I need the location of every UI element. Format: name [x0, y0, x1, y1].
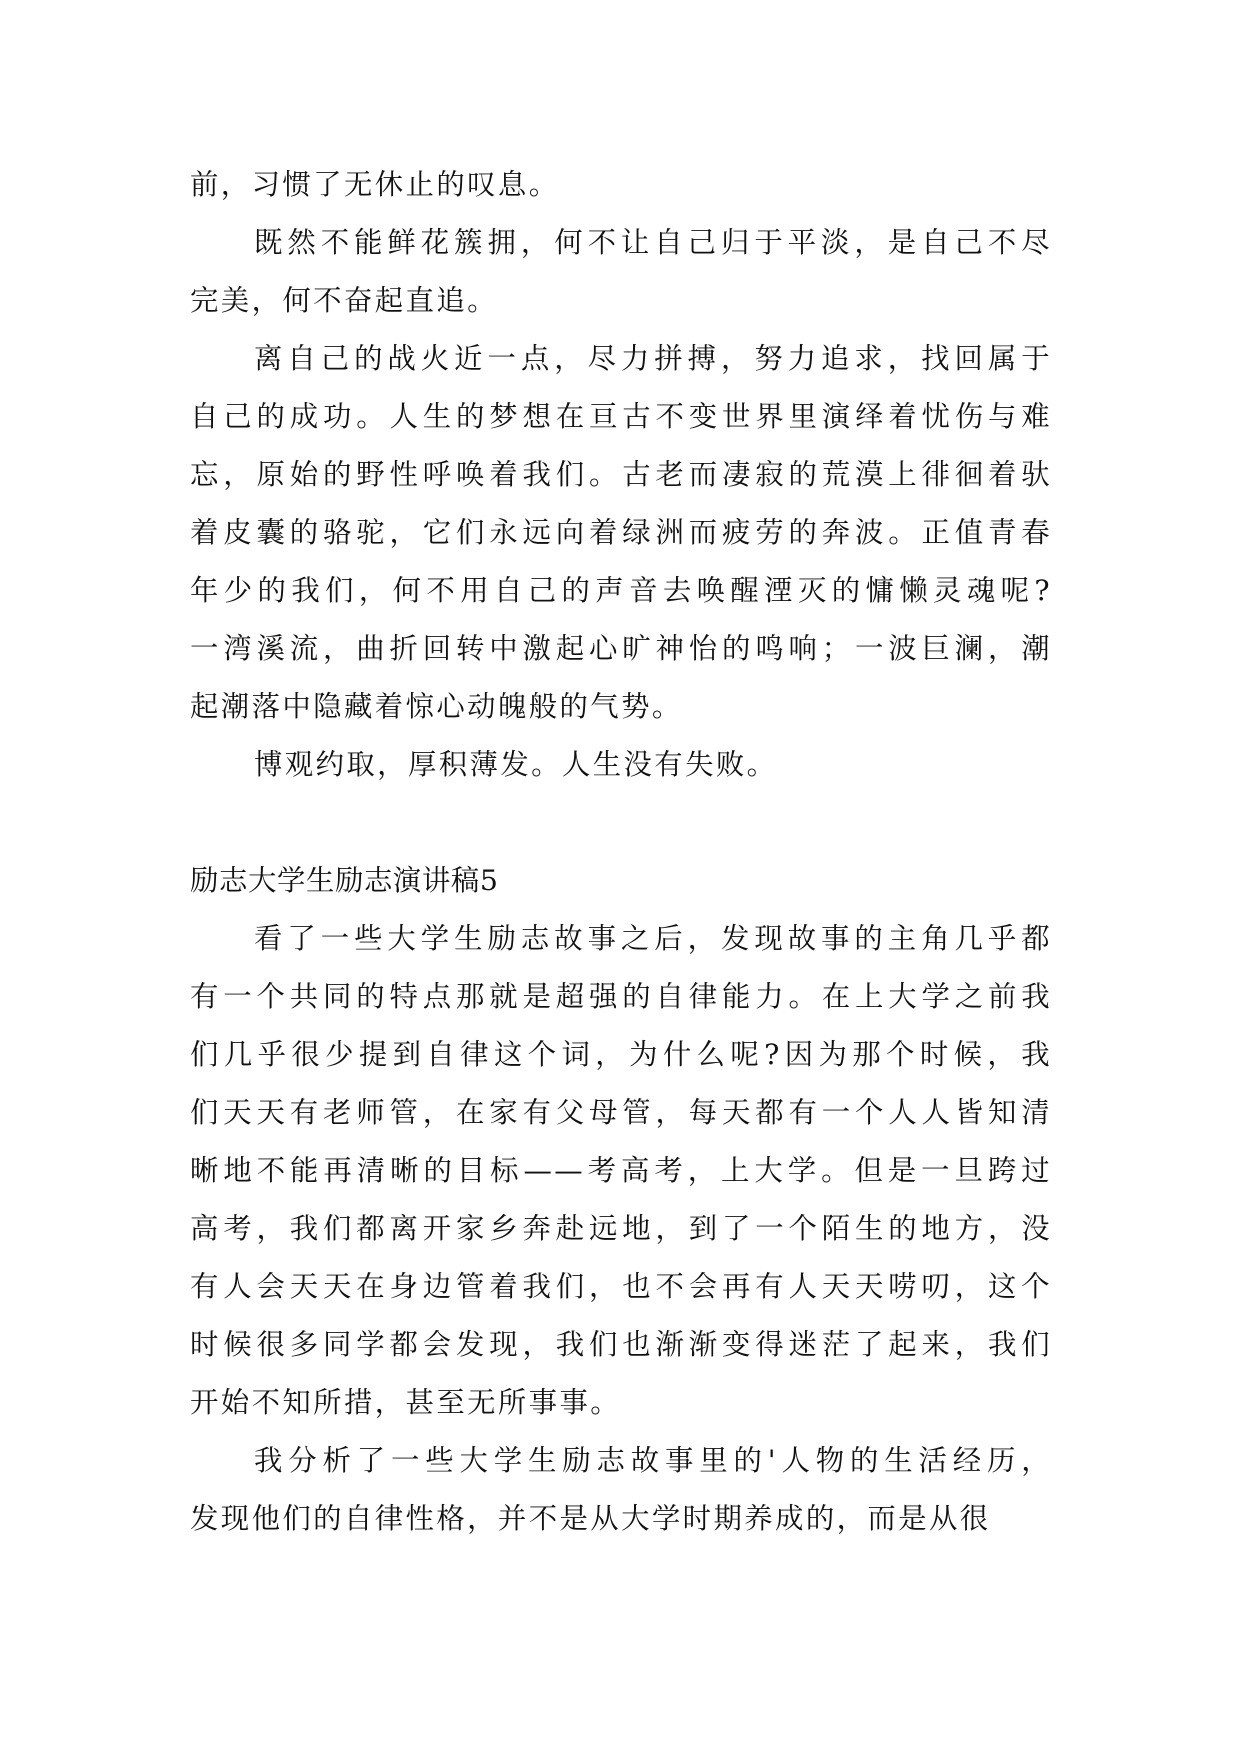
- paragraph: [190, 910, 1052, 1432]
- text-line: 一湾溪流，曲折回转中激起心旷神怡的鸣响；一波巨澜，潮: [190, 632, 1052, 665]
- text-line: 们几乎很少提到自律这个词，为什么呢?因为那个时候，我: [190, 1038, 1052, 1071]
- text-line: 开始不知所措，甚至无所事事。: [190, 1386, 622, 1419]
- text-line: 发现他们的自律性格，并不是从大学时期养成的，而是从很: [190, 1502, 991, 1535]
- text-line: 有一个共同的特点那就是超强的自律能力。在上大学之前我: [190, 980, 1052, 1013]
- text-line: 晰地不能再清晰的目标——考高考，上大学。但是一旦跨过: [190, 1154, 1052, 1187]
- paragraph: [190, 1432, 1052, 1548]
- paragraph: [190, 156, 1052, 214]
- text-line: 看了一些大学生励志故事之后，发现故事的主角几乎都: [254, 922, 1052, 955]
- text-line: 年少的我们，何不用自己的声音去唤醒湮灭的慵懒灵魂呢?: [190, 574, 1052, 607]
- paragraph: [190, 214, 1052, 330]
- text-line: 们天天有老师管，在家有父母管，每天都有一个人人皆知清: [190, 1096, 1052, 1129]
- paragraph-gap: [190, 794, 1052, 852]
- text-line: 前，习惯了无休止的叹息。: [190, 168, 560, 201]
- text-line: 有人会天天在身边管着我们，也不会再有人天天唠叨，这个: [190, 1270, 1052, 1303]
- text-line: 完美，何不奋起直追。: [190, 284, 498, 317]
- text-line: 忘，原始的野性呼唤着我们。古老而凄寂的荒漠上徘徊着驮: [190, 458, 1052, 491]
- section-heading: [190, 852, 1052, 910]
- text-line: 博观约取，厚积薄发。人生没有失败。: [254, 748, 778, 781]
- paragraph: [190, 736, 1052, 794]
- text-line: 我分析了一些大学生励志故事里的'人物的生活经历，: [254, 1444, 1052, 1477]
- text-line: 着皮囊的骆驼，它们永远向着绿洲而疲劳的奔波。正值青春: [190, 516, 1052, 549]
- text-line: 起潮落中隐藏着惊心动魄般的气势。: [190, 690, 683, 723]
- text-line: 时候很多同学都会发现，我们也渐渐变得迷茫了起来，我们: [190, 1328, 1052, 1361]
- document-body: [190, 156, 1052, 1548]
- text-line: 既然不能鲜花簇拥，何不让自己归于平淡，是自己不尽: [254, 226, 1052, 259]
- text-line: 高考，我们都离开家乡奔赴远地，到了一个陌生的地方，没: [190, 1212, 1052, 1245]
- paragraph: [190, 330, 1052, 736]
- text-line: 离自己的战火近一点，尽力拼搏，努力追求，找回属于: [254, 342, 1052, 375]
- text-line: 励志大学生励志演讲稿5: [190, 864, 499, 897]
- text-line: 自己的成功。人生的梦想在亘古不变世界里演绎着忧伤与难: [190, 400, 1052, 433]
